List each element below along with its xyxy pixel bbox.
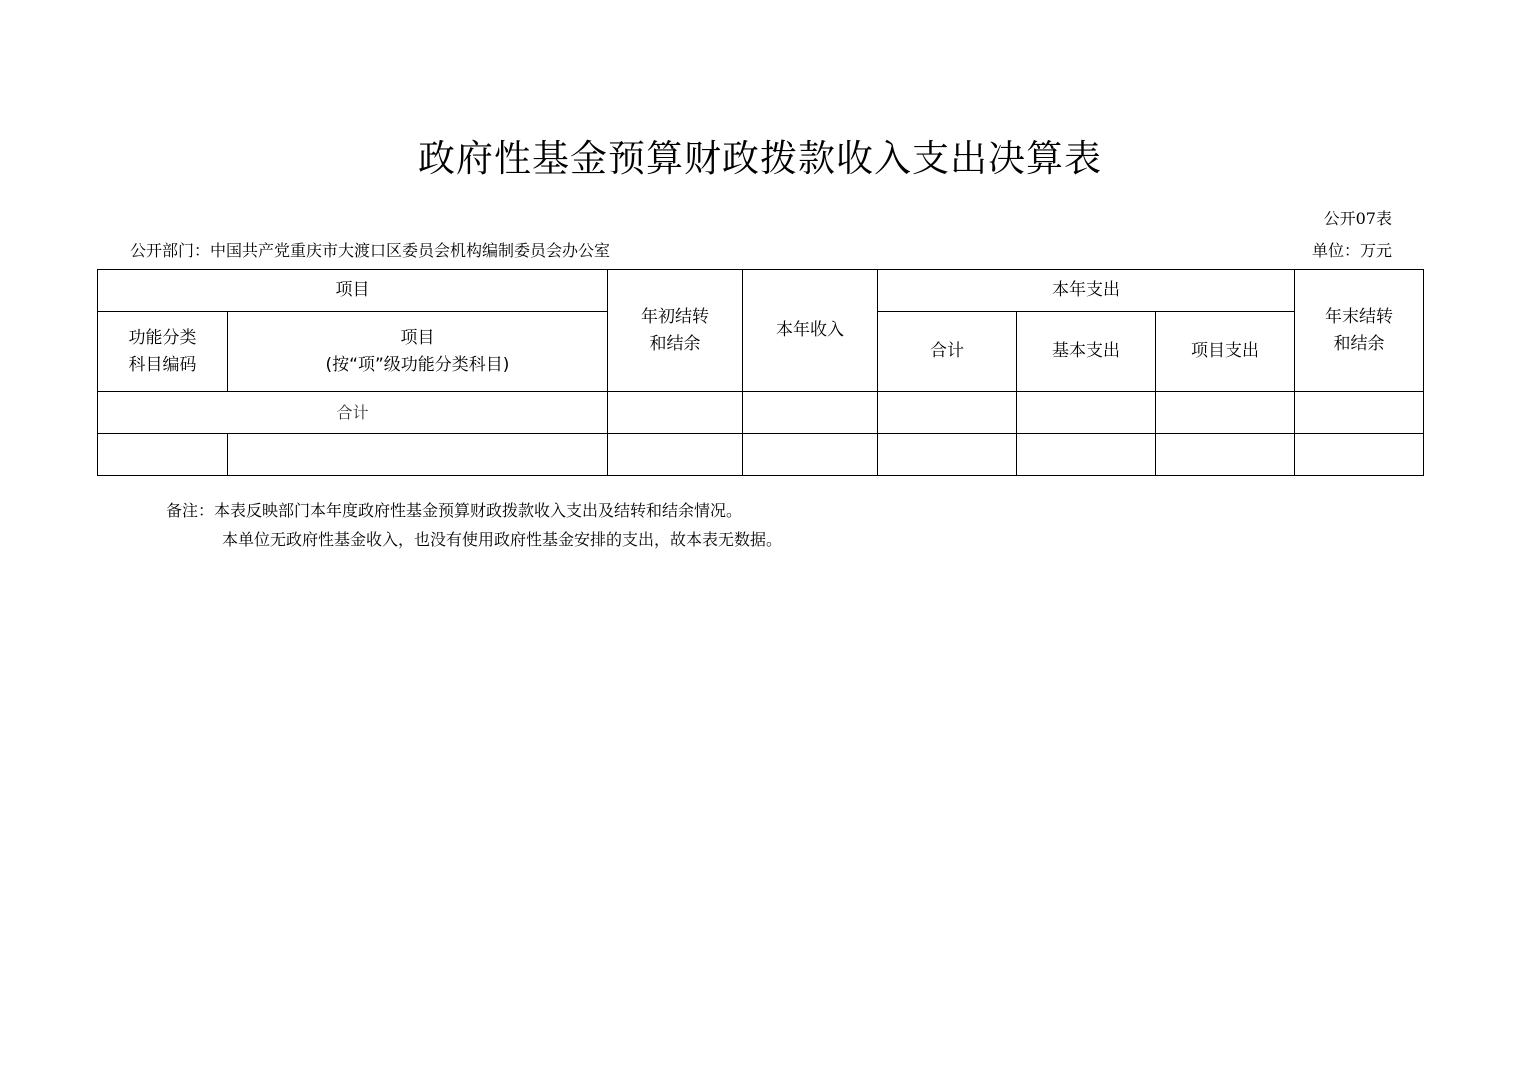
header-income: 本年收入 <box>743 270 878 392</box>
cell-project-expense <box>1156 434 1295 476</box>
department-label: 公开部门：中国共产党重庆市大渡口区委员会机构编制委员会办公室 <box>130 241 611 260</box>
table-row <box>98 434 1424 476</box>
cell-basic-expense <box>1017 434 1156 476</box>
total-beginning-balance <box>608 392 743 434</box>
budget-table <box>97 269 1424 476</box>
total-ending-balance <box>1295 392 1424 434</box>
header-basic-expense: 基本支出 <box>1017 312 1156 392</box>
header-project-expense: 项目支出 <box>1156 312 1295 392</box>
total-project-expense <box>1156 392 1295 434</box>
cell-function-code <box>98 434 228 476</box>
table-number: 公开07表 <box>1323 209 1392 228</box>
note-line-1: 备注：本表反映部门本年度政府性基金预算财政拨款收入支出及结转和结余情况。 <box>166 501 743 520</box>
total-expense-total <box>878 392 1017 434</box>
note-line-2: 本单位无政府性基金收入，也没有使用政府性基金安排的支出，故本表无数据。 <box>222 530 783 549</box>
header-project-name: 项目 (按“项”级功能分类科目) <box>228 312 608 392</box>
table-row-total <box>98 392 1424 434</box>
header-beginning-balance: 年初结转 和结余 <box>608 270 743 392</box>
total-label: 合计 <box>98 392 608 434</box>
total-basic-expense <box>1017 392 1156 434</box>
header-row-1 <box>98 270 1424 312</box>
cell-project-name <box>228 434 608 476</box>
cell-ending-balance <box>1295 434 1424 476</box>
unit-label: 单位：万元 <box>1311 241 1392 260</box>
cell-income <box>743 434 878 476</box>
total-income <box>743 392 878 434</box>
header-expense-total: 合计 <box>878 312 1017 392</box>
header-function-code: 功能分类 科目编码 <box>98 312 228 392</box>
cell-expense-total <box>878 434 1017 476</box>
cell-beginning-balance <box>608 434 743 476</box>
header-project-group: 项目 <box>98 270 608 312</box>
page-title: 政府性基金预算财政拨款收入支出决算表 <box>418 137 1102 180</box>
header-ending-balance: 年末结转 和结余 <box>1295 270 1424 392</box>
header-expense-group: 本年支出 <box>878 270 1295 312</box>
